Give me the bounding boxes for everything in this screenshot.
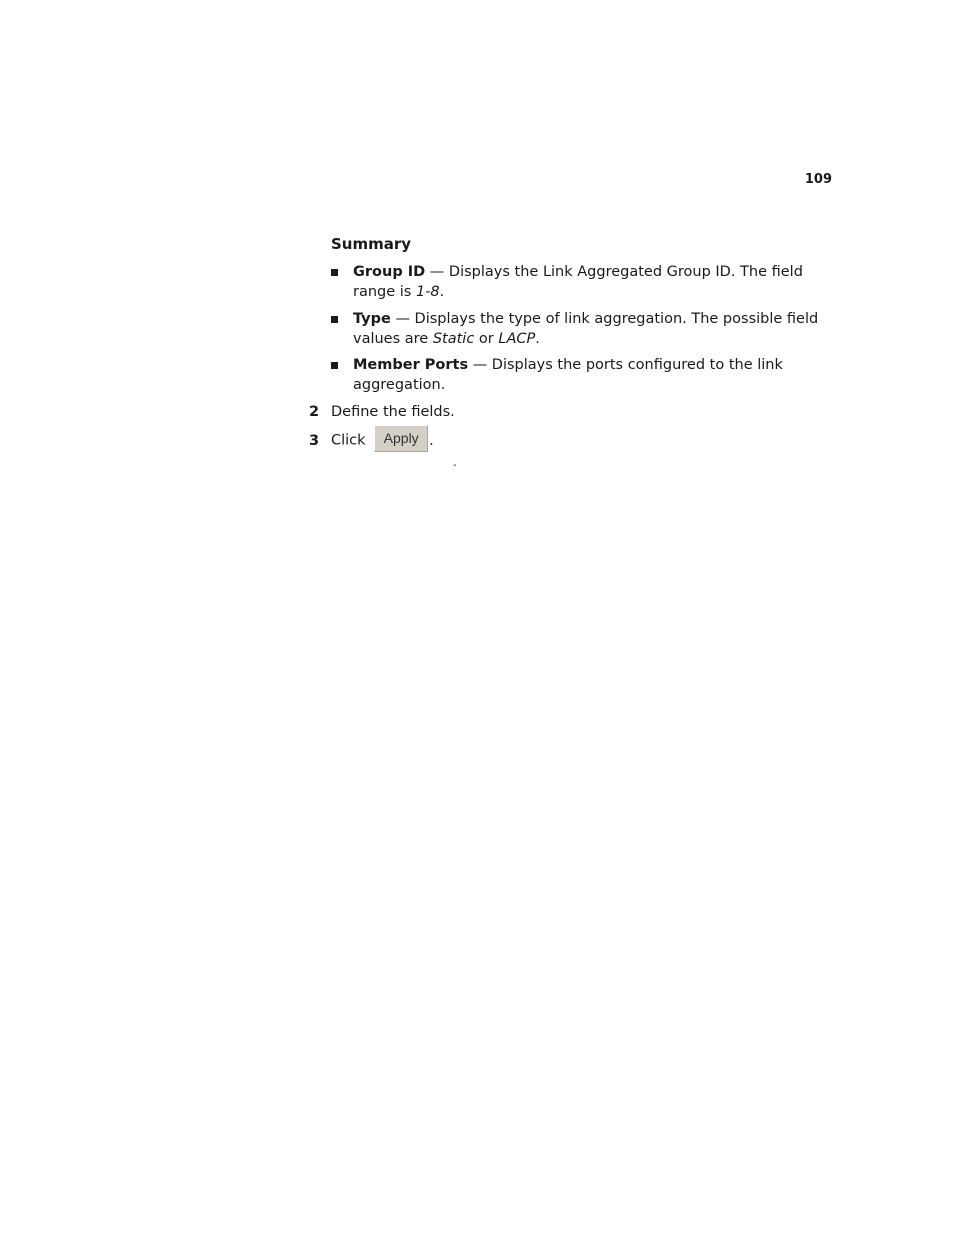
field-term: Member Ports xyxy=(353,357,469,373)
step-number: 2 xyxy=(309,404,320,420)
field-value: 1-8 xyxy=(415,284,440,300)
summary-field-list xyxy=(331,262,846,402)
field-description-group-id xyxy=(331,262,846,302)
field-term: Group ID xyxy=(353,264,426,280)
field-value: Static xyxy=(432,330,475,347)
step-2 xyxy=(309,402,455,422)
square-bullet-icon xyxy=(331,362,338,369)
step-text: Click xyxy=(331,432,366,449)
step-3 xyxy=(309,429,434,452)
field-tail: . xyxy=(535,330,540,347)
section-heading-summary: Summary xyxy=(331,235,412,253)
field-text: — Displays the ports configured to the link aggregation. xyxy=(353,357,783,393)
field-tail: . xyxy=(439,284,445,300)
step-number: 3 xyxy=(309,432,320,449)
stray-mark: . xyxy=(453,455,457,469)
square-bullet-icon xyxy=(331,269,338,276)
field-description-member-ports xyxy=(331,355,846,395)
field-text: — Displays the Link Aggregated Group ID. The field range is xyxy=(353,264,803,300)
field-text: or xyxy=(474,330,499,347)
field-term: Type xyxy=(353,310,391,327)
page-number: 109 xyxy=(804,172,832,187)
field-text: — Displays the type of link aggregation. The possible field values are xyxy=(353,310,819,347)
apply-button[interactable]: Apply xyxy=(374,425,428,452)
step-text: Define the fields. xyxy=(331,404,455,420)
field-description-type xyxy=(331,309,846,349)
square-bullet-icon xyxy=(331,316,338,323)
step-tail: . xyxy=(429,432,434,449)
field-value: LACP xyxy=(498,330,536,347)
